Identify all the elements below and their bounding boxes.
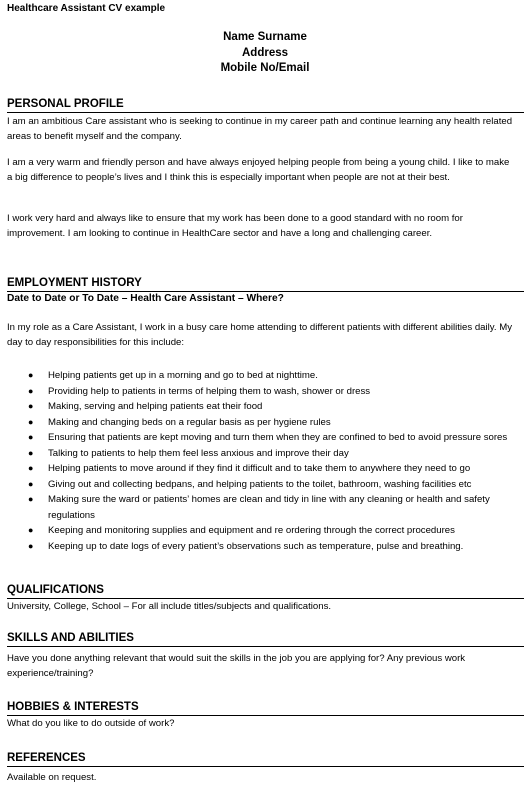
document-title: Healthcare Assistant CV example <box>7 3 166 14</box>
personal-profile-heading: PERSONAL PROFILE <box>7 97 524 113</box>
bullet-icon: ● <box>28 432 34 442</box>
bullet-icon: ● <box>28 540 34 551</box>
contact-header <box>0 30 524 77</box>
bullet-icon: ● <box>28 525 34 535</box>
candidate-name: Name Surname <box>223 31 307 43</box>
bullet-icon: ● <box>28 416 34 427</box>
list-item: ● Giving out and collecting bedpans, and helping patients to the toilet, bathroom, washing facilities etc <box>0 477 518 493</box>
bullet-icon: ● <box>28 463 34 473</box>
hobbies-text: What do you like to do outside of work? <box>7 718 175 729</box>
list-item: ● Helping patients to move around if they find it difficult and to take them to anywhere they need to go <box>0 461 518 477</box>
list-item: ● Providing help to patients in terms of helping them to wash, shower or dress <box>0 384 518 400</box>
employment-intro: In my role as a Care Assistant, I work in a busy care home attending to different patients with different abilities daily. My day to day responsibilities for this include: <box>7 322 512 348</box>
skills-text: Have you done anything relevant that would suit the skills in the job you are applying for? Any previous work experience/training? <box>7 653 466 679</box>
bullet-icon: ● <box>28 447 34 458</box>
employment-history-heading: EMPLOYMENT HISTORY <box>7 276 524 292</box>
bullet-icon: ● <box>28 478 34 489</box>
candidate-address: Address <box>241 46 289 59</box>
qualifications-text: University, College, School – For all include titles/subjects and qualifications. <box>7 601 332 612</box>
list-item: ● Making and changing beds on a regular basis as per hygiene rules <box>0 415 518 431</box>
references-heading: REFERENCES <box>7 751 524 767</box>
list-item: ● Keeping and monitoring supplies and equipment and re ordering through the correct procedures <box>0 523 518 539</box>
duties-list <box>0 368 524 554</box>
employment-role-line: Date to Date or To Date – Health Care Assistant – Where? <box>7 293 284 304</box>
bullet-icon: ● <box>28 370 34 380</box>
list-item: ● Ensuring that patients are kept moving and turn them when they are confined to bed to avoid pressure sores <box>0 430 518 446</box>
bullet-icon: ● <box>28 385 34 396</box>
references-text: Available on request. <box>7 772 97 783</box>
profile-paragraph-1: I am an ambitious Care assistant who is seeking to continue in my career path and continue learning any health related areas to benefit myself and the company. <box>7 116 513 142</box>
qualifications-heading: QUALIFICATIONS <box>7 583 524 599</box>
hobbies-heading: HOBBIES & INTERESTS <box>7 700 524 716</box>
bullet-icon: ● <box>28 401 34 411</box>
candidate-contact: Mobile No/Email <box>220 62 310 74</box>
skills-heading: SKILLS AND ABILITIES <box>7 631 524 647</box>
profile-paragraph-3: I work very hard and always like to ensure that my work has been done to a good standard with no room for improvement. I am looking to continue in HealthCare sector and have a long and challenging career. <box>7 213 463 239</box>
profile-paragraph-2: I am a very warm and friendly person and have always enjoyed helping people from being a young child. I like to make a big difference to people’s lives and I think this is especially important when people are not at their best. <box>7 157 510 183</box>
bullet-icon: ● <box>28 494 34 504</box>
list-item: ● Keeping up to date logs of every patient’s observations such as temperature, pulse and breathing. <box>0 539 518 555</box>
list-item: ● Talking to patients to help them feel less anxious and improve their day <box>0 446 518 462</box>
list-item: ● Making, serving and helping patients eat their food <box>0 399 518 415</box>
list-item: ● Making sure the ward or patients’ homes are clean and tidy in line with any cleaning or health and safety regulations <box>28 494 490 521</box>
list-item: ● Helping patients get up in a morning and go to bed at nighttime. <box>0 368 518 384</box>
